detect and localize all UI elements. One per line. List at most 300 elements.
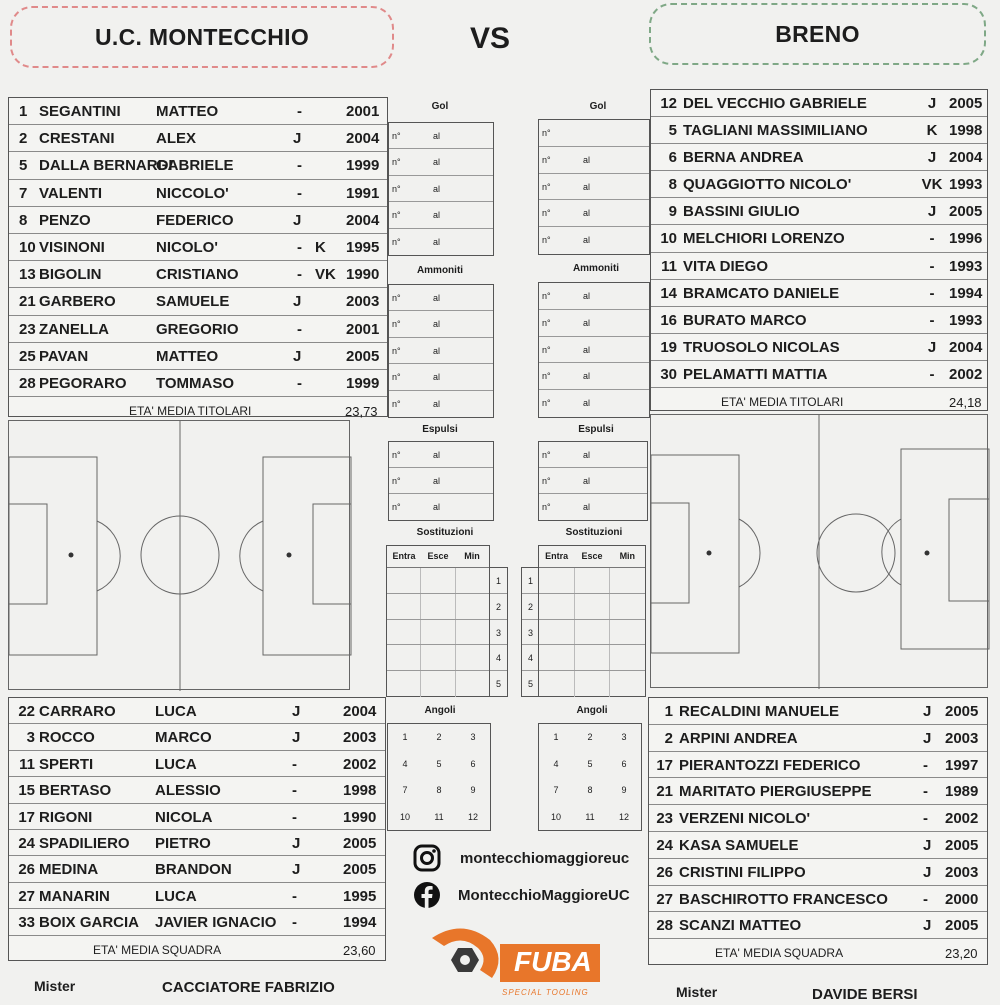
- sub-cell: [575, 568, 611, 593]
- mark: -: [923, 890, 928, 908]
- birth-year: 1994: [949, 284, 983, 302]
- angolo-number: 11: [585, 811, 595, 822]
- sub-cell: [575, 671, 611, 697]
- player-firstname: PIETRO: [155, 834, 211, 852]
- stat-row: [389, 468, 493, 494]
- n-label: n°: [542, 344, 551, 355]
- bench-row: [9, 751, 385, 777]
- angolo-number: 9: [621, 785, 627, 796]
- al-label: al: [433, 183, 441, 194]
- player-row: [651, 225, 987, 252]
- player-surname: ROCCO: [39, 729, 95, 747]
- player-surname: ZANELLA: [39, 320, 109, 338]
- stat-row: [389, 149, 493, 175]
- player-number: 14: [660, 284, 677, 302]
- sub-cell: [387, 671, 421, 697]
- player-number: 33: [18, 914, 35, 932]
- al-label: al: [433, 502, 441, 512]
- home-gol-title: Gol: [431, 101, 449, 112]
- mark: VK: [921, 176, 943, 194]
- al-label: al: [433, 372, 441, 383]
- birth-year: 2005: [343, 861, 377, 879]
- bench-row: [649, 912, 987, 939]
- player-name: VITA DIEGO: [683, 257, 769, 275]
- mark: J: [923, 703, 932, 720]
- player-surname: MANARIN: [39, 887, 110, 905]
- mark: J: [927, 338, 937, 356]
- player-firstname: MATTEO: [156, 103, 219, 120]
- player-surname: RIGONI: [39, 808, 93, 826]
- player-surname: CRESTANI: [39, 130, 115, 148]
- sub-cell: [575, 620, 611, 645]
- birth-year: 2004: [949, 149, 983, 167]
- player-row: [9, 180, 387, 207]
- player-surname: BIGOLIN: [39, 266, 102, 284]
- bench-row: [649, 778, 987, 805]
- n-label: n°: [392, 293, 401, 303]
- player-row: [651, 117, 987, 144]
- player-row: [651, 171, 987, 198]
- birth-year: 2004: [346, 130, 380, 148]
- sub-col-header: Min: [464, 551, 480, 561]
- birth-year: 1999: [346, 157, 380, 175]
- birth-year: 2005: [949, 95, 983, 112]
- stat-row: [539, 200, 649, 227]
- al-label: al: [433, 210, 441, 221]
- al-label: al: [433, 476, 441, 486]
- player-row: [9, 98, 387, 125]
- role-mark: K: [315, 238, 326, 256]
- player-name: BASSINI GIULIO: [683, 203, 800, 221]
- mark: J: [292, 703, 301, 720]
- mark: J: [292, 729, 301, 747]
- stat-row: [539, 468, 647, 494]
- mark: J: [927, 203, 937, 221]
- avg-squad-label: ETA' MEDIA SQUADRA: [93, 942, 222, 957]
- stat-row: [539, 363, 649, 390]
- al-label: al: [433, 236, 441, 247]
- instagram-handle: montecchiomaggioreuc: [460, 849, 630, 867]
- sub-number: 5: [527, 679, 533, 690]
- n-label: n°: [542, 371, 551, 382]
- birth-year: 2005: [343, 834, 377, 852]
- bench-row: [649, 752, 987, 779]
- al-label: al: [583, 344, 591, 355]
- player-number: 21: [19, 293, 36, 311]
- player-surname: PAVAN: [39, 347, 89, 365]
- player-surname: PEGORARO: [39, 374, 127, 392]
- mark: -: [292, 808, 297, 826]
- al-label: al: [433, 293, 441, 303]
- bench-row: [9, 698, 385, 724]
- n-label: n°: [542, 502, 551, 512]
- sub-cell: [387, 594, 421, 619]
- away-substitutions-grid: [538, 545, 646, 697]
- n-label: n°: [392, 398, 401, 409]
- player-row: [651, 144, 987, 171]
- sponsor-logo: [422, 918, 602, 1000]
- home-ammoniti-title: Ammoniti: [416, 265, 464, 276]
- player-firstname: JAVIER IGNACIO: [155, 914, 277, 932]
- player-row: [9, 234, 387, 261]
- angolo-number: 7: [553, 785, 559, 796]
- player-firstname: NICOLA: [155, 808, 213, 826]
- mark: -: [929, 311, 935, 329]
- al-label: al: [583, 317, 591, 328]
- sponsor-name: FUBA: [514, 946, 592, 977]
- n-label: n°: [392, 450, 401, 460]
- player-surname: GARBERO: [39, 293, 116, 311]
- sub-number: 2: [490, 594, 507, 620]
- birth-year: 2005: [945, 703, 979, 720]
- player-number: 28: [19, 374, 36, 392]
- stat-row: [389, 202, 493, 228]
- stat-row: [389, 494, 493, 520]
- sub-cell: [456, 568, 489, 593]
- n-label: n°: [542, 317, 551, 328]
- player-row: [9, 316, 387, 343]
- bench-row: [649, 886, 987, 913]
- player-row: [651, 361, 987, 388]
- player-name: QUAGGIOTTO NICOLO': [683, 176, 852, 194]
- angolo-number: 5: [436, 758, 442, 769]
- sub-cell: [610, 594, 645, 619]
- birth-year: 2002: [343, 755, 377, 773]
- player-surname: CARRARO: [39, 703, 116, 720]
- dash-mark: -: [297, 157, 302, 175]
- bench-row: [9, 856, 385, 882]
- facebook-row: [412, 880, 630, 910]
- mark: J: [292, 861, 301, 879]
- stat-row: [389, 442, 493, 468]
- birth-year: 1998: [949, 122, 983, 140]
- sub-cell: [421, 645, 455, 670]
- player-row: [651, 280, 987, 307]
- player-name: TAGLIANI MASSIMILIANO: [683, 122, 868, 140]
- birth-year: 2000: [945, 890, 979, 908]
- player-number: 23: [19, 320, 36, 338]
- sub-col-header: Entra: [392, 551, 416, 561]
- player-name: TRUOSOLO NICOLAS: [683, 338, 840, 356]
- player-name: PELAMATTI MATTIA: [683, 365, 828, 383]
- home-bench-table: [8, 697, 386, 961]
- birth-year: 1998: [343, 782, 377, 800]
- player-firstname: FEDERICO: [156, 211, 234, 229]
- away-ammoniti-box: [538, 282, 650, 418]
- player-firstname: MATTEO: [156, 347, 219, 365]
- player-surname: VALENTI: [39, 184, 103, 202]
- mark: -: [292, 887, 297, 905]
- sub-row: [539, 645, 645, 671]
- player-name: CRISTINI FILIPPO: [679, 863, 806, 881]
- sub-col-header: Esce: [581, 551, 603, 561]
- vs-label: VS: [470, 22, 511, 55]
- angolo-number: 7: [402, 785, 408, 796]
- n-label: n°: [542, 398, 551, 409]
- sub-cell: [610, 645, 645, 670]
- away-team-name: BRENO: [649, 3, 986, 65]
- sub-header: [539, 546, 645, 568]
- sub-cell: [610, 568, 645, 593]
- n-label: n°: [392, 319, 401, 330]
- player-row: [9, 207, 387, 234]
- away-espulsi-title: Espulsi: [578, 424, 614, 435]
- angolo-number: 11: [434, 811, 444, 822]
- junior-mark: J: [293, 347, 302, 365]
- sub-row: [387, 620, 489, 646]
- player-number: 13: [19, 266, 36, 284]
- sub-number: 1: [522, 568, 539, 594]
- sub-row: [539, 620, 645, 646]
- away-sostituzioni-title: Sostituzioni: [565, 527, 623, 538]
- stat-row: [539, 147, 649, 174]
- player-number: 5: [668, 122, 677, 140]
- n-label: n°: [392, 236, 401, 247]
- angolo-number: 2: [436, 732, 442, 743]
- home-team-name: U.C. MONTECCHIO: [10, 6, 394, 68]
- mark: -: [929, 230, 935, 248]
- player-name: MELCHIORI LORENZO: [683, 230, 845, 248]
- away-angoli-title: Angoli: [576, 705, 608, 716]
- n-label: n°: [392, 131, 401, 141]
- player-number: 21: [656, 783, 673, 801]
- sub-row: [387, 568, 489, 594]
- home-ammoniti-box: [388, 284, 494, 418]
- player-row: [9, 288, 387, 315]
- home-pitch-lines: [9, 421, 351, 691]
- sub-number: 3: [522, 620, 539, 646]
- birth-year: 2004: [346, 211, 380, 229]
- birth-year: 1994: [343, 914, 377, 932]
- player-number: 11: [19, 755, 35, 773]
- dash-mark: -: [297, 266, 302, 284]
- player-name: SCANZI MATTEO: [679, 917, 802, 935]
- angolo-number: 6: [621, 758, 627, 769]
- player-number: 27: [656, 890, 673, 908]
- avg-squad-row: [9, 936, 385, 962]
- player-row: [651, 198, 987, 225]
- al-label: al: [583, 235, 591, 246]
- sub-cell: [421, 620, 455, 645]
- al-label: al: [433, 398, 441, 409]
- player-surname: DALLA BERNARDI: [39, 157, 173, 175]
- player-row: [651, 307, 987, 334]
- dash-mark: -: [297, 103, 302, 120]
- avg-squad-label: ETA' MEDIA SQUADRA: [715, 946, 844, 961]
- n-label: n°: [392, 372, 401, 383]
- sub-number: 3: [490, 620, 507, 646]
- stat-row: [539, 310, 649, 337]
- bench-row: [649, 859, 987, 886]
- birth-year: 2001: [346, 320, 380, 338]
- mark: -: [929, 257, 935, 275]
- home-espulsi-box: [388, 441, 494, 521]
- player-firstname: CRISTIANO: [156, 266, 239, 284]
- stat-row: [539, 227, 649, 254]
- sub-number: 1: [490, 568, 507, 594]
- player-number: 8: [19, 211, 28, 229]
- angolo-number: 10: [550, 811, 561, 822]
- avg-starters-label: ETA' MEDIA TITOLARI: [129, 404, 252, 419]
- player-name: KASA SAMUELE: [679, 836, 799, 854]
- birth-year: 2005: [945, 917, 979, 935]
- player-number: 23: [656, 810, 673, 828]
- player-number: 1: [664, 703, 673, 720]
- bench-row: [649, 698, 987, 725]
- avg-starters-value: 23,73: [345, 404, 378, 420]
- sub-cell: [387, 568, 421, 593]
- away-mister-label: Mister: [676, 984, 718, 1000]
- bench-row: [9, 883, 385, 909]
- home-substitutions-grid: [386, 545, 490, 697]
- n-label: n°: [542, 450, 551, 460]
- n-label: n°: [392, 476, 401, 486]
- al-label: al: [583, 181, 591, 192]
- mark: J: [923, 863, 932, 881]
- away-starters-table: [650, 89, 988, 411]
- player-name: PIERANTOZZI FEDERICO: [679, 756, 861, 774]
- al-label: al: [583, 502, 591, 512]
- player-number: 2: [19, 130, 28, 148]
- home-gol-box: [388, 122, 494, 256]
- sub-cell: [456, 620, 489, 645]
- player-surname: SPERTI: [39, 755, 94, 773]
- mark: -: [929, 365, 935, 383]
- home-pitch: [8, 420, 350, 690]
- player-number: 3: [26, 729, 35, 747]
- al-label: al: [583, 450, 591, 460]
- home-angoli-title: Angoli: [424, 705, 456, 716]
- sub-cell: [456, 594, 489, 619]
- dash-mark: -: [297, 238, 302, 256]
- mark: J: [923, 729, 932, 747]
- sub-row: [387, 594, 489, 620]
- role-mark: VK: [315, 266, 336, 284]
- player-surname: BERTASO: [39, 782, 112, 800]
- al-label: al: [433, 450, 441, 460]
- mark: -: [929, 284, 935, 302]
- player-firstname: LUCA: [155, 887, 197, 905]
- stat-row: [389, 176, 493, 202]
- player-row: [9, 261, 387, 288]
- home-mister-label: Mister: [34, 978, 76, 994]
- player-number: 19: [660, 338, 677, 356]
- player-name: BRAMCATO DANIELE: [683, 284, 840, 302]
- angolo-number: 8: [587, 785, 593, 796]
- sub-cell: [539, 620, 575, 645]
- player-row: [651, 90, 987, 117]
- n-label: n°: [542, 154, 551, 165]
- angolo-number: 2: [587, 732, 593, 743]
- sub-cell: [387, 645, 421, 670]
- player-number: 24: [18, 834, 35, 852]
- al-label: al: [433, 345, 441, 356]
- sub-cell: [610, 671, 645, 697]
- stat-row: [389, 391, 493, 417]
- avg-starters-value: 24,18: [949, 395, 982, 411]
- stat-row: [389, 338, 493, 364]
- mark: J: [292, 834, 301, 852]
- dash-mark: -: [297, 184, 302, 202]
- stat-row: [389, 311, 493, 337]
- n-label: n°: [392, 183, 401, 194]
- mark: J: [923, 836, 932, 854]
- mark: J: [927, 95, 937, 112]
- avg-starters-row: [651, 388, 987, 414]
- birth-year: 1990: [346, 266, 380, 284]
- stat-row: [389, 229, 493, 255]
- avg-squad-value: 23,60: [343, 942, 376, 958]
- player-number: 12: [660, 95, 677, 112]
- stat-row: [539, 120, 649, 147]
- player-row: [9, 343, 387, 370]
- facebook-icon: [412, 880, 442, 910]
- player-name: BURATO MARCO: [683, 311, 807, 329]
- sub-cell: [456, 645, 489, 670]
- angolo-number: 3: [470, 732, 476, 743]
- facebook-handle: MontecchioMaggioreUC: [458, 886, 630, 904]
- stat-row: [539, 337, 649, 364]
- player-firstname: ALESSIO: [155, 782, 221, 800]
- sub-row: [539, 568, 645, 594]
- player-firstname: GABRIELE: [156, 157, 234, 175]
- stat-row: [389, 123, 493, 149]
- away-sub-numbers: [521, 567, 539, 697]
- player-firstname: TOMMASO: [156, 374, 235, 392]
- player-row: [9, 152, 387, 179]
- mark: -: [923, 810, 928, 828]
- player-surname: MEDINA: [39, 861, 99, 879]
- stat-row: [539, 442, 647, 468]
- sub-cell: [387, 620, 421, 645]
- player-name: DEL VECCHIO GABRIELE: [683, 95, 867, 112]
- mark: K: [926, 122, 938, 140]
- dash-mark: -: [297, 374, 302, 392]
- avg-squad-value: 23,20: [945, 946, 978, 962]
- stat-row: [539, 174, 649, 201]
- player-name: MARITATO PIERGIUSEPPE: [679, 783, 872, 801]
- birth-year: 1996: [949, 230, 983, 248]
- player-firstname: BRANDON: [155, 861, 232, 879]
- sub-cell: [539, 645, 575, 670]
- home-starters-table: [8, 97, 388, 420]
- birth-year: 2003: [346, 293, 380, 311]
- mark: J: [923, 917, 932, 935]
- n-label: n°: [542, 235, 551, 246]
- junior-mark: J: [293, 130, 302, 148]
- angolo-number: 12: [467, 811, 478, 822]
- n-label: n°: [542, 476, 551, 486]
- player-firstname: GREGORIO: [156, 320, 239, 338]
- player-number: 7: [19, 184, 28, 202]
- player-number: 2: [664, 729, 673, 747]
- player-number: 1: [19, 103, 28, 120]
- player-name: ARPINI ANDREA: [679, 729, 798, 747]
- bench-row: [649, 832, 987, 859]
- n-label: n°: [542, 181, 551, 192]
- player-number: 17: [18, 808, 35, 826]
- player-firstname: NICOLO': [156, 238, 218, 256]
- player-number: 5: [19, 157, 28, 175]
- player-name: BERNA ANDREA: [683, 149, 804, 167]
- sub-cell: [610, 620, 645, 645]
- player-row: [651, 334, 987, 361]
- dash-mark: -: [297, 320, 302, 338]
- bench-row: [9, 830, 385, 856]
- birth-year: 2005: [949, 203, 983, 221]
- bench-row: [649, 805, 987, 832]
- angolo-number: 8: [436, 785, 442, 796]
